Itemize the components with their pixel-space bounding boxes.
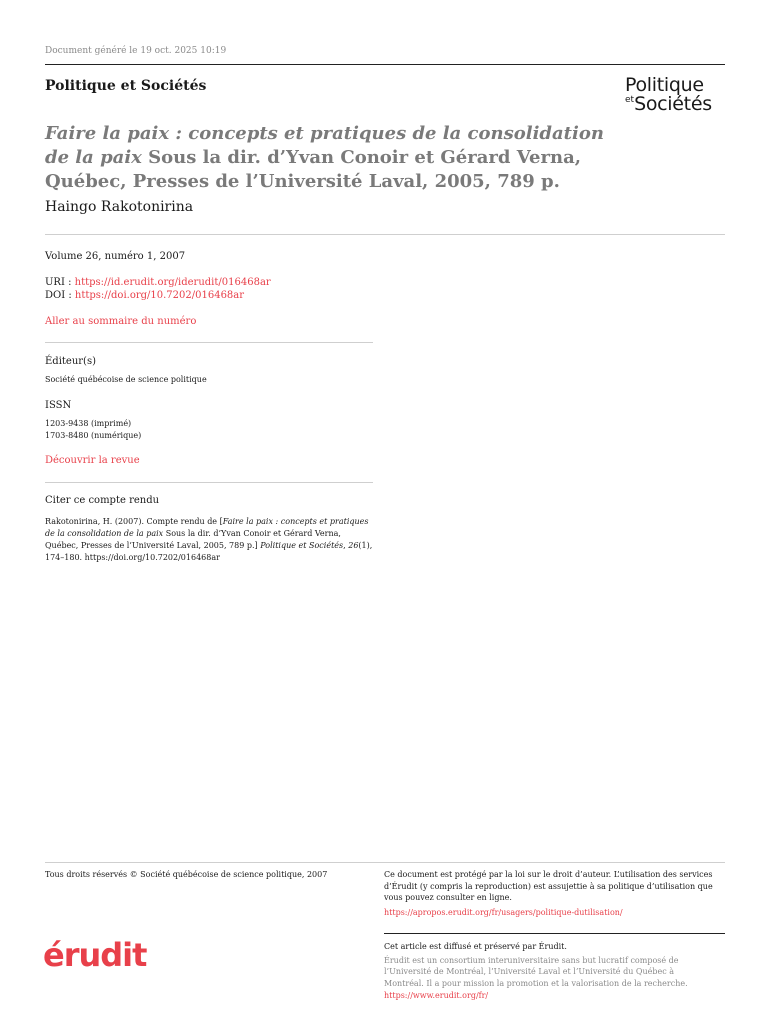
divider-citation — [45, 482, 373, 483]
logo-et: et — [625, 95, 635, 105]
uri-link[interactable]: https://id.erudit.org/iderudit/016468ar — [74, 277, 271, 288]
legal-notice — [384, 869, 714, 918]
citation-part2: Sous la dir. d’Yvan Conoir et Gérard Verna, Québec, Presses de l’Université Laval, 2005, 789 p.] — [45, 529, 341, 550]
top-divider — [45, 64, 725, 65]
citation-volume: 26 — [348, 541, 359, 550]
logo-line-politique: Politique — [625, 74, 704, 96]
issn-digital: 1703-8480 (numérique) — [45, 431, 142, 440]
legal-policy-link[interactable]: https://apropos.erudit.org/fr/usagers/politique-dutilisation/ — [384, 907, 623, 917]
uri-line — [45, 277, 271, 288]
copyright-notice: Tous droits réservés © Société québécoise de science politique, 2007 — [45, 870, 328, 879]
logo-line-societes: Sociétés — [634, 93, 712, 115]
erudit-notice-title: Cet article est diffusé et préservé par Érudit. — [384, 942, 567, 951]
issn-print: 1203-9438 (imprimé) — [45, 419, 132, 428]
citation-sep: , — [343, 541, 349, 550]
uri-label: URI : — [45, 277, 75, 288]
erudit-divider — [384, 933, 725, 934]
erudit-logo: érudit — [43, 936, 147, 974]
citation-title: Faire la paix : concepts et pratiques de la consolidation de la paix — [45, 517, 369, 538]
citation-part3: (1), 174–180. https://doi.org/10.7202/016468ar — [45, 541, 373, 562]
publisher-name: Société québécoise de science politique — [45, 375, 207, 384]
legal-text: Ce document est protégé par la loi sur le droit d’auteur. L’utilisation des services d’Érudit (y compris la reproduction) est assujettie à sa politique d’utilisation que vous pouvez consulter en ligne. — [384, 870, 713, 902]
publisher-heading: Éditeur(s) — [45, 356, 96, 367]
doi-label: DOI : — [45, 290, 75, 301]
discover-journal-link[interactable]: Découvrir la revue — [45, 455, 140, 466]
article-title-rest: Sous la dir. d’Yvan Conoir et Gérard Verna, Québec, Presses de l’Université Laval, 2005, 789 p. — [45, 147, 582, 192]
volume-info: Volume 26, numéro 1, 2007 — [45, 251, 186, 262]
citation-text — [45, 516, 373, 564]
divider-publisher — [45, 342, 373, 343]
article-title-italic: Faire la paix : concepts et pratiques de la consolidation de la paix — [45, 123, 604, 168]
article-author: Haingo Rakotonirina — [45, 199, 194, 215]
doi-line — [45, 290, 244, 301]
generated-date: Document généré le 19 oct. 2025 10:19 — [45, 46, 227, 56]
header-divider — [45, 234, 725, 235]
issn-heading: ISSN — [45, 400, 72, 411]
citation-journal: Politique et Sociétés — [260, 541, 344, 550]
erudit-notice-text: Érudit est un consortium interuniversitaire sans but lucratif composé de l’Université de Montréal, l’Université Laval et l’Université du Québec à Montréal. Il a pour mission la promotion et la valorisation de la recherche. — [384, 955, 688, 988]
citation-heading: Citer ce compte rendu — [45, 495, 160, 506]
issue-link[interactable]: Aller au sommaire du numéro — [45, 316, 197, 327]
journal-logo — [625, 76, 725, 114]
erudit-notice — [384, 941, 714, 1002]
erudit-site-link[interactable]: https://www.erudit.org/fr/ — [384, 991, 489, 1000]
article-title — [45, 122, 605, 194]
footer-divider — [45, 862, 725, 863]
doi-link[interactable]: https://doi.org/10.7202/016468ar — [74, 290, 245, 301]
citation-part1: Rakotonirina, H. (2007). Compte rendu de [ — [45, 517, 223, 526]
journal-name: Politique et Sociétés — [45, 78, 207, 94]
